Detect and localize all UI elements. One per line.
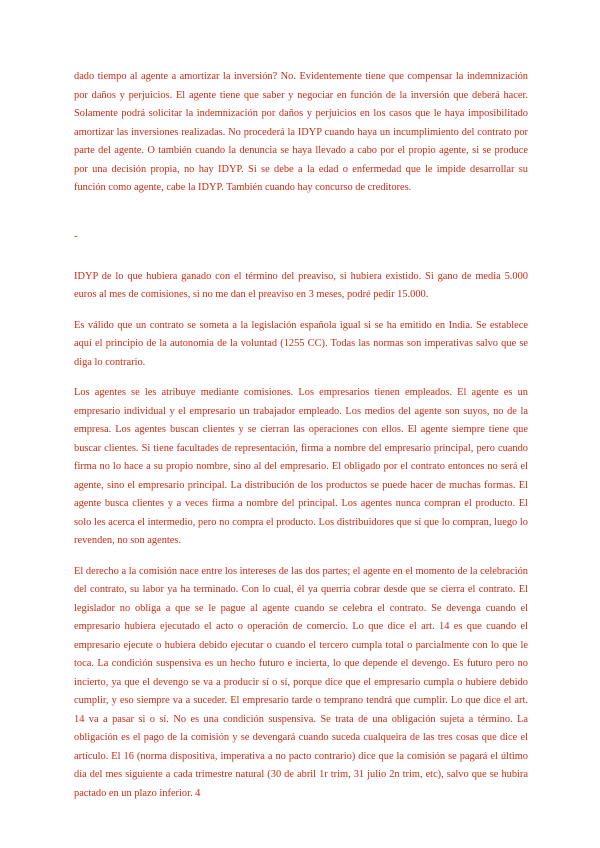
paragraph-preaviso: IDYP de lo que hubiera ganado con el término del preaviso, si hubiera existido. Si gano de media 5.000 euros al mes de comisiones, si no me dan el preaviso en 3 meses, podré pedir 15.000. bbox=[74, 270, 528, 300]
paragraph-derecho-comision: El derecho a la comisión nace entre los intereses de las dos partes; el agente en el momento de la celebración del contrato, su labor ya ha terminado. Con lo cual, él ya querria cobrar desde que se cierra el contrato. El legislador no obliga a que se le pague al agente cuando se celebra el contrato. Se devenga cuando el empresario hubiera ejecutado el acto o operación de comercio. Lo que dice el art. 14 es que cuando el empresario ejecute o hubiera debido ejecutar o cuando el tercero cumpla total o parcialmente con lo que le toca. La condición suspensiva es un hecho futuro e incierta, lo que depende el devengo. Es futuro pero no incierto, ya que el devengo se va a producir sí o sí, porque dice que el empresario cumpla o hubiere debido cumplir, y eso siempre va a suceder. El empresario tarde o temprano tendrá que cumplir. Lo que dice el art. 14 va a pasar si o sí. No es una condición suspensiva. Se trata de una obligación sujeta a término. La obligación es el pago de la comisión y se devengará cuando suceda cualqueira de las tres cosas que dice el artículo. El 16 (norma dispositiva, imperativa a no pacto contrario) dice que la comisión se pagará el último día del mes siguiente a cada trimestre natural (30 de abril 1r trim, 31 julio 2n trim, etc), salvo que se hubira pactado en un plazo inferior. 4 bbox=[74, 565, 528, 799]
separator-dash: - bbox=[74, 230, 78, 242]
document-body bbox=[74, 68, 528, 815]
paragraph-autonomia-voluntad: Es válido que un contrato se someta a la legislación española igual si se ha emitido en India. Se establece aquí el principio de la autonomia de la voluntad (1255 CC). Todas las normas son imperativas salvo que se diga lo contrario. bbox=[74, 319, 528, 368]
paragraph-indemnizacion: dado tiempo al agente a amortizar la inversión? No. Evidentemente tiene que compensar la indemnización por daños y perjuicios. El agente tiene que saber y negociar en función de la inversión que deberá hacer. Solamente podrá solicitar la indemnización por daños y perjuicios en los casos que le haya imposibilitado amortizar las inversiones realizadas. No procederá la IDYP cuando haya un incumplimiento del contrato por parte del agente. O también cuando la denuncia se haya llevado a cabo por el propio agente, si se produce por una decisión propia, no hay IDYP. Si se debe a la edad o enfermedad que le impide desarrollar su función como agente, cabe la IDYP. También cuando hay concurso de creditores. bbox=[74, 71, 528, 193]
paragraph-agentes-comisiones: Los agentes se les atribuye mediante comisiones. Los empresarios tienen empleados. El agente es un empresario individual y el empresario un trabajador empleado. Los medios del agente son suyos, no de la empresa. Los agentes buscan clientes y se cierran las operaciones con ellos. El agente siempre tiene que buscar clientes. Si tiene facultades de representación, firma a nombre del empresario principal, pero cuando firma no lo hace a su propio nombre, sino al del empresario. El obligado por el contrato entonces no será el agente, sino el empresario principal. La distribución de los productos se puede hacer de muchas formas. El agente busca clientes y a veces firma a nombre del principal. Los agentes nunca compran el producto. El solo les acerca el intermedio, pero no compra el producto. Los distribuidores que sí que lo compran, luego lo revenden, no son agentes. bbox=[74, 387, 528, 546]
